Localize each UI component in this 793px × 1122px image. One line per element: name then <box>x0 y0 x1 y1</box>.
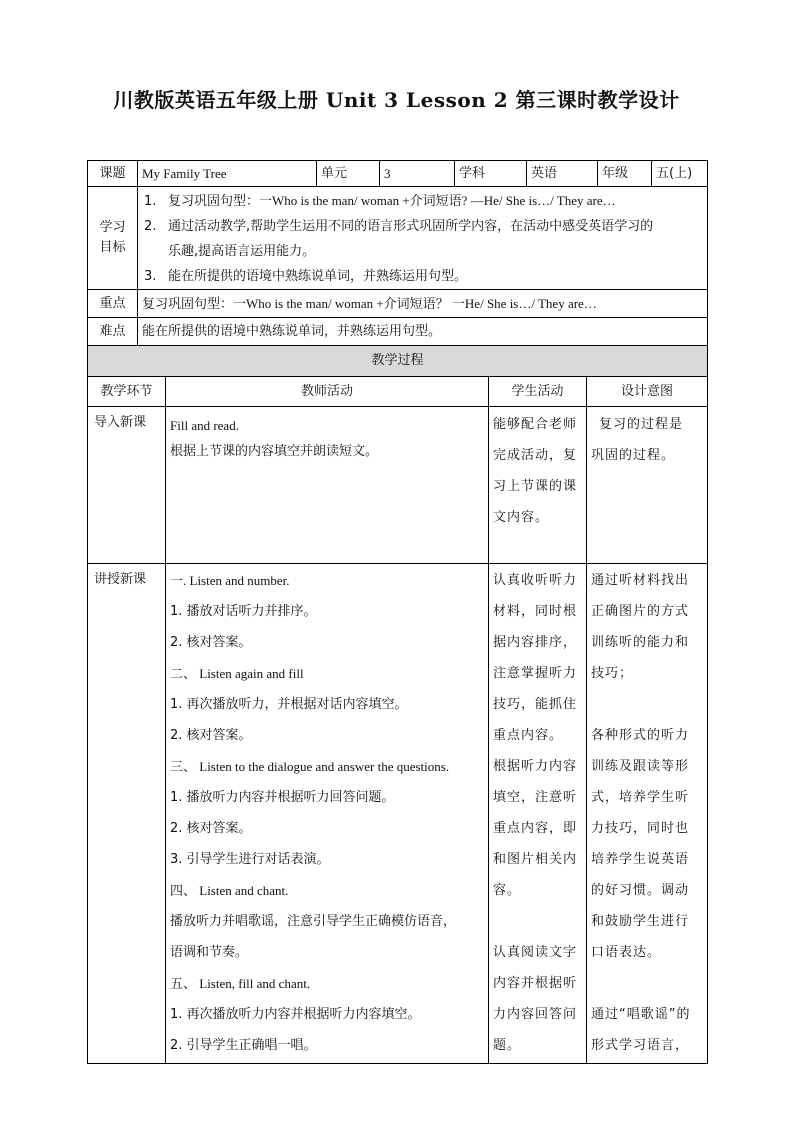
key-label: 重点 <box>88 290 138 318</box>
design-new-line: 培养学生说英语 <box>591 852 690 867</box>
design-new-line: 力技巧，同时也 <box>591 821 690 836</box>
student-new <box>489 564 587 1064</box>
design-new-line: 通过听材料找出 <box>591 573 690 588</box>
design-intro <box>587 407 708 564</box>
student-new-line: 容。 <box>493 883 522 898</box>
student-new-line: 据内容排序， <box>493 635 578 650</box>
teacher-new-line: 语调和节奏。 <box>170 945 249 960</box>
design-new-line: 和鼓励学生进行 <box>591 914 690 929</box>
student-new-line: 认真阅读文字 <box>493 945 578 960</box>
design-new-line: 各种形式的听力 <box>591 728 690 743</box>
page-title: 川教版英语五年级上册 Unit 3 Lesson 2 第三课时教学设计 <box>113 88 680 112</box>
subject-label: 学科 <box>455 161 527 187</box>
grade-value: 五(上) <box>652 161 708 187</box>
teacher-intro-line: Fill and read. <box>170 418 239 433</box>
design-new <box>587 564 708 1064</box>
student-new-line: 重点内容。 <box>493 728 564 743</box>
design-new-line: 正确图片的方式 <box>591 604 690 619</box>
teacher-new-line: 一. Listen and number. <box>170 573 290 588</box>
design-new-line: 式，培养学生听 <box>591 790 690 805</box>
info-table <box>87 160 708 187</box>
header-teacher: 教师活动 <box>166 377 489 407</box>
design-new-line: 训练及跟读等形 <box>591 759 690 774</box>
header-student: 学生活动 <box>489 377 587 407</box>
goal-item-3: 3. 能在所提供的语境中熟练说单词，并熟练运用句型。 <box>144 268 468 284</box>
student-new-line: 技巧，能抓住 <box>493 697 578 712</box>
design-new-line: 训练听的能力和 <box>591 635 690 650</box>
table-row <box>88 564 708 1064</box>
student-new-line: 根据听力内容 <box>493 759 578 774</box>
header-stage: 教学环节 <box>88 377 166 407</box>
student-intro-line: 能够配合老师 <box>493 417 578 432</box>
goal-item-2: 2. 通过活动教学,帮助学生运用不同的语言形式巩固所学内容，在活动中感受英语学习的 <box>144 218 654 234</box>
topic-label: 课题 <box>88 161 138 187</box>
teacher-intro-line: 根据上节课的内容填空并朗读短文。 <box>170 444 379 459</box>
teacher-new-line: 二、 Listen again and fill <box>170 666 304 681</box>
teacher-new-line: 2. 引导学生正确唱一唱。 <box>170 1038 317 1053</box>
student-new-line: 题。 <box>493 1038 522 1053</box>
goals-table <box>87 186 708 346</box>
grade-label: 年级 <box>598 161 652 187</box>
student-intro <box>489 407 587 564</box>
teacher-intro <box>166 407 489 564</box>
student-intro-line: 文内容。 <box>493 510 550 525</box>
teacher-new-line: 1. 播放听力内容并根据听力回答问题。 <box>170 790 395 805</box>
teacher-new-line: 2. 核对答案。 <box>170 821 252 836</box>
student-new-line: 填空，注意听 <box>493 790 578 805</box>
stage-intro: 导入新课 <box>88 407 166 564</box>
stage-new: 讲授新课 <box>88 564 166 1064</box>
goal-item-2-cont: 乐趣,提高语言运用能力。 <box>168 243 316 259</box>
teacher-new-line: 三、 Listen to the dialogue and answer the questions. <box>170 759 450 774</box>
student-new-line: 和图片相关内 <box>493 852 578 867</box>
topic-value: My Family Tree <box>138 161 317 187</box>
design-intro-line: 复习的过程是 <box>599 417 684 432</box>
teacher-new-line: 四、 Listen and chant. <box>170 883 289 898</box>
key-text: 复习巩固句型：一Who is the man/ woman +介词短语？ 一He/ She is…/ They are… <box>138 290 708 318</box>
goals-label-line1: 学习 <box>99 220 126 235</box>
table-row <box>88 407 708 564</box>
student-new-line <box>493 906 582 937</box>
teacher-new-line: 3. 引导学生进行对话表演。 <box>170 852 330 867</box>
student-intro-line: 习上节课的课 <box>493 479 578 494</box>
goal-item-1: 1. 复习巩固句型：一Who is the man/ woman +介词短语? —He/ She is…/ They are… <box>144 192 616 209</box>
design-new-line <box>591 689 703 720</box>
teacher-new-line: 播放听力并唱歌谣，注意引导学生正确模仿语音， <box>170 914 457 929</box>
difficulty-label: 难点 <box>88 318 138 346</box>
teacher-new-line: 2. 核对答案。 <box>170 728 252 743</box>
process-banner: 教学过程 <box>88 346 708 377</box>
design-new-line: 技巧； <box>591 666 634 681</box>
difficulty-text: 能在所提供的语境中熟练说单词，并熟练运用句型。 <box>138 318 708 346</box>
teacher-new-line: 1. 再次播放听力，并根据对话内容填空。 <box>170 697 408 712</box>
unit-value: 3 <box>380 161 455 187</box>
goals-content <box>138 187 708 290</box>
design-intro-line: 巩固的过程。 <box>591 448 676 463</box>
header-design: 设计意图 <box>587 377 708 407</box>
unit-label: 单元 <box>317 161 380 187</box>
teacher-new-line: 1. 再次播放听力内容并根据听力内容填空。 <box>170 1007 421 1022</box>
teacher-new-line: 1. 播放对话听力并排序。 <box>170 604 317 619</box>
student-new-line: 注意掌握听力 <box>493 666 578 681</box>
design-new-line: 通过“唱歌谣”的 <box>591 1007 691 1022</box>
process-table <box>87 345 708 1064</box>
design-new-line: 形式学习语言， <box>591 1038 690 1053</box>
design-new-line <box>591 968 703 999</box>
student-new-line: 内容并根据听 <box>493 976 578 991</box>
teacher-new <box>166 564 489 1064</box>
student-new-line: 重点内容，即 <box>493 821 578 836</box>
design-new-line: 的好习惯。调动 <box>591 883 690 898</box>
teacher-new-line: 2. 核对答案。 <box>170 635 252 650</box>
student-new-line: 认真收听听力 <box>493 573 578 588</box>
student-new-line: 材料，同时根 <box>493 604 578 619</box>
subject-value: 英语 <box>527 161 598 187</box>
teacher-new-line: 五、 Listen, fill and chant. <box>170 976 311 991</box>
student-new-line: 力内容回答问 <box>493 1007 578 1022</box>
design-new-line: 口语表达。 <box>591 945 662 960</box>
goals-label-line2: 目标 <box>99 240 126 255</box>
student-intro-line: 完成活动，复 <box>493 448 578 463</box>
goals-label <box>88 187 138 290</box>
